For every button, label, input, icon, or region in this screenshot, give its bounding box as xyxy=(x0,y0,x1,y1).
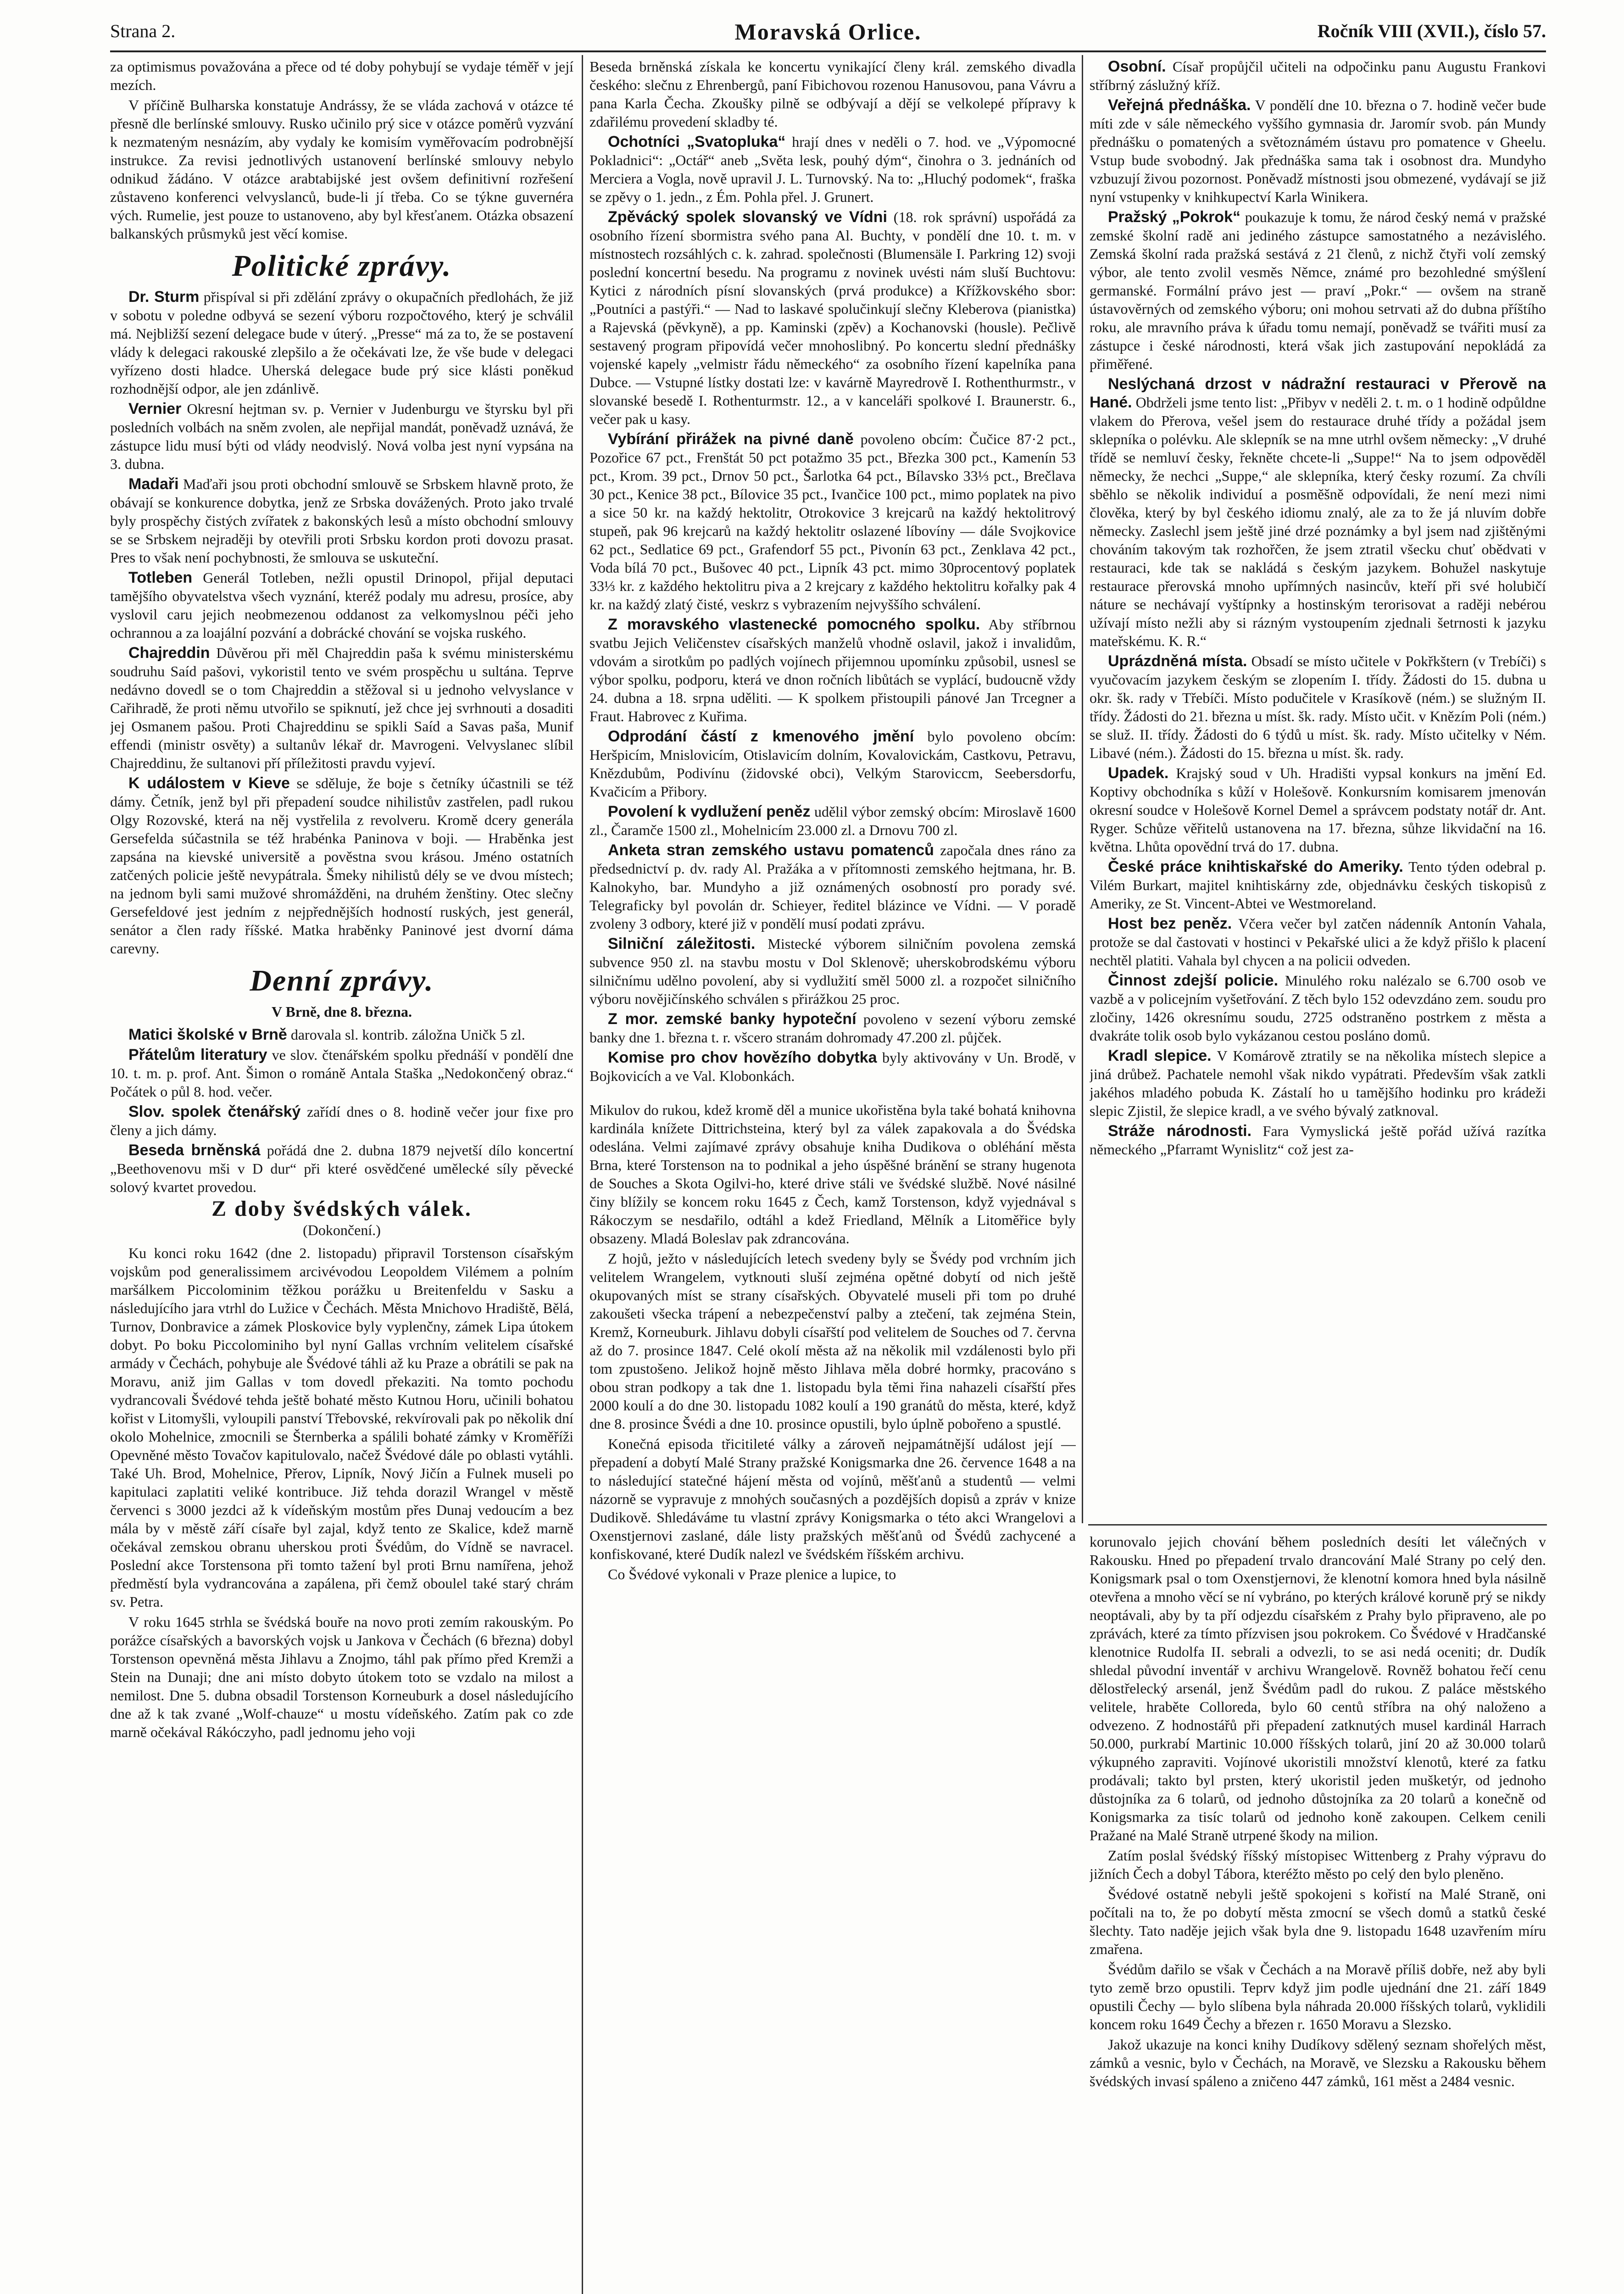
news-item xyxy=(1090,652,1546,762)
news-item-head: Povolení k vydlužení peněz xyxy=(608,803,811,820)
news-item xyxy=(1090,1122,1546,1158)
news-item xyxy=(110,644,573,772)
news-item xyxy=(590,935,1076,1008)
section-heading-politics: Politické zprávy. xyxy=(232,249,452,283)
news-item xyxy=(110,1102,573,1139)
news-item-text: byly aktivovány v Un. Brodě, v Bojkovicích a ve Val. Klobonkách. xyxy=(590,1049,1076,1084)
feuilleton-paragraph: Švédové ostatně nebyli ještě spokojeni s kořistí na Malé Straně, oni počítali na to, že po dobytí města zmocní se všech domů a statků české šlechty. Tato naděje jejich však byla dne 9. listopadu 1648 uzavřením míru zmařena. xyxy=(1090,1886,1546,1957)
news-item-text: udělil výbor zemský obcím: Miroslavě 1600 zl., Čaramče 1500 zl., Mohelnicím 23.000 zl. a Drnovu 700 zl. xyxy=(590,803,1076,838)
news-item-head: Vernier xyxy=(128,400,182,418)
news-item-text: pořádá dne 2. dubna 1879 nejvetší dílo koncertní „Beethovenovu mši v D dur“ při které osvědčené umělecké síly pěvecké solový kvartet provedou. xyxy=(110,1142,573,1195)
feuilleton-paragraph: V roku 1645 strhla se švédská bouře na novo proti zemím rakouským. Po porážce císařských a bavorských vojsk u Jankova v Čechách (6 března) dobyl Torstenson opevněná města Jihlavu a Znojmo, táhl pak přímo před Kremži a Stein na Dunaji; dne ani místo dobyto útokem toto se vzdalo na milost a nemilost. Dne 5. dubna obsadil Torstenson Korneuburk a dosel následujícího dne až k tak zvané „Wolf-chauze“ u mostu vídeňského. Zatím pak co zde marně očekával Rákóczyho, padl jednomu jeho voji xyxy=(110,1614,573,1740)
news-item-text: se sděluje, že boje s četníky účastnili se též dámy. Četník, jenž byl při přepadení soudce nihilistův zastřelen, padl rukou Olgy Rozovské, která na něj vystřelila z revolveru. Kromě dcery generála Gersefelda súčastnila se též hrabénka Paninova v boji. — Hraběnka jest zapsána na kievské universitě a pověstna svou krásou. Jméno ostatních zatčených policie ještě nevypátrala. Šmeky nihilistů dély se ve dvou místech; na jednom byli sami mužové shromážděni, na druhém ženštiny. Otec slečny Gersefeldové jest jedním z nejpřednějších hodností ruských, jest generál, senátor a člen rady říšské. Matka hraběnky Paninové jest dvorní dáma carevny. xyxy=(110,775,573,957)
news-item-head: Kradl slepice. xyxy=(1108,1047,1212,1064)
news-item-text: Mistecké výborem silničním povolena zemská subvence 950 zl. na stavbu mostu v Dol Sklenově; uherskobrodskému výboru silničnímu udělno povolení, aby si vydlužití směl 5000 zl. a rozpočet silničního výboru novějičínského schválen s přirážkou 25 proc. xyxy=(590,935,1076,1007)
news-item-head: Slov. spolek čtenářský xyxy=(128,1103,301,1120)
column-3 xyxy=(1090,57,1546,1521)
news-item-head: Uprázdněná místa. xyxy=(1108,652,1247,670)
news-item-head: Ochotníci „Svatopluka“ xyxy=(608,133,786,150)
news-item-head: Z moravského vlastenecké pomocného spolku. xyxy=(608,616,980,633)
news-item-head: Zpěvácký spolek slovanský ve Vídni xyxy=(608,208,887,226)
news-item xyxy=(590,430,1076,613)
news-item-head: Beseda brněnská xyxy=(128,1141,261,1159)
news-item-text: započala dnes ráno za předsednictví p. dv. rady Al. Pražáka a v přítomnosti zemského hejtmana, hr. B. Kalnokyho, bar. Mundyho a již oznámených osobností pro porady své. Telegraficky byl povolán dr. Schieyer, ředitel blázince ve Vídni. — V poradě zvoleny 3 odbory, které již v pondělí musí podati zprávu. xyxy=(590,842,1076,932)
section-rule xyxy=(1088,1524,1547,1526)
news-item-text: bylo povoleno obcím: Heršpicím, Mnislovicím, Otislavicím dolním, Kovalovickám, Castkovu, Petravu, Knězdubům, Podivínu (židovské obci), Velkým Staroviccm, Seebersdorfu, Kvačicím a Přibory. xyxy=(590,728,1076,800)
news-item xyxy=(110,568,573,642)
news-item-head: Přátelům literatury xyxy=(128,1046,267,1063)
column-1 xyxy=(110,57,573,2294)
news-item xyxy=(1090,857,1546,913)
news-item-head: Pražský „Pokrok“ xyxy=(1108,208,1240,226)
news-item-head: Odprodání částí z kmenového jmění xyxy=(608,728,914,745)
news-item-text: Aby stříbrnou svatbu Jejich Veličenstev císařských manželů vhodně oslavil, jakož i invalidům, vdovám a sirotkům po padlých vojínech přijemnou upomínku způsobil, usnesl se výbor spolku, podporu, která ve dnon ročních libůtách se vyplácí, budoucně vždy 24. dubna a 18. srpna uděliti. — K spolkem přistoupili pánové Jan Trcegner a Fraut. Habrovec z Kuřima. xyxy=(590,616,1076,724)
column-3-feuilleton xyxy=(1090,1532,1546,2294)
news-item xyxy=(110,1046,573,1101)
news-item xyxy=(590,841,1076,933)
feuilleton-paragraph: Jakož ukazuje na konci knihy Dudíkovy sdělený seznam shořelých měst, zámků a vesnic, bylo v Čechách, na Moravě, ve Slezsku a Rakousku během švédských invasí spáleno a zničeno 447 zámků, 161 měst a 2484 vesnic. xyxy=(1090,2036,1546,2089)
news-item-text: V pondělí dne 10. března o 7. hodině večer bude míti zde v sále německého vyššího gymnasia dr. Jaromír svob. pán Mundy přednášku o pomatených a světoznámém ústavu pro pomatence v Gheelu. Vstup bude svobodný. Jak přednáška sama tak i osobnost dra. Mundyho vzbuzují živou pozornost. Poněvadž místnosti jsou obmezené, vydávají se již nyní vstupenky v knihkupectví Karla Winikera. xyxy=(1090,97,1546,205)
news-item xyxy=(1090,764,1546,856)
news-item-text: Císař propůjčil učiteli na odpočinku panu Augustu Frankovi stříbrný záslužný kříž. xyxy=(1090,58,1546,93)
news-item-head: České práce knihtiskařské do Ameriky. xyxy=(1108,858,1403,875)
news-item-text: zařídí dnes o 8. hodině večer jour fixe pro členy a jich dámy. xyxy=(110,1103,573,1138)
news-item-text: Obsadí se místo učitele v Pokřkštern (v Trebíči) s vyučovacím jazykem českým se zlopením I. třídy. Žádosti do 15. dubna u okr. šk. rady v Třebíči. Místo podučitele v Krasíkově (ném.) se služným II. třídy. Žádosti do 21. března u míst. šk. rady. Místo učit. v Knězím Poli (ném.) se služ. II. třídy. Žádosti do 6 týdů u míst. šk. rady. Místo učitelky v Ném. Libavé (ném.). Žádosti do 15. března u míst. šk. rady. xyxy=(1090,653,1546,761)
news-item-head: Stráže národnosti. xyxy=(1108,1122,1252,1140)
news-item xyxy=(1090,96,1546,206)
news-item-head: Dr. Sturm xyxy=(128,288,200,306)
feuilleton-heading: Z doby švédských válek. xyxy=(211,1197,472,1221)
news-item xyxy=(1090,914,1546,969)
feuilleton-paragraph: Mikulov do rukou, kdež kromě děl a munice ukořistěna byla také bohatá knihovna kardinála knížete Dittrichsteina, který byl za válek zapakovala a do Švédska odeslána. Velmi zajímavé zprávy obsahuje kniha Dudikova o obléhání města Brna, které Torstenson na to podnikal a jeho úspěšné bránění se strany hugenota de Souches a Skota Ogilvi-ho, které drive stáli ve švédské službě. Nové násilné činy blížily se koncem roku 1645 z Čech, kamž Torstenson, když vyjednával s Rákoczym se nesdařilo, odtáhl a kdež Friedland, Mělník a Litoměřice byly obsazeny. Mladá Boleslav pak zdrancována. xyxy=(590,1102,1076,1247)
news-item-head: Upadek. xyxy=(1108,764,1169,782)
news-item-text: Generál Totleben, nežli opustil Drinopol, přijal deputaci tamějšího obyvatelstva všech vyznání, kteréž podaly mu adresu, prosíce, aby vyslovil caru jejich neobmezenou oddanost za velkomyslnou péči jeho ochrannou a za loajální pozvání a dobrácké chování se vojska ruského. xyxy=(110,569,573,641)
page-label: Strana 2. xyxy=(110,21,176,41)
feuilleton-paragraph: korunovalo jejich chování během posledních desíti let válečných v Rakousku. Hned po přepadení trvalo drancování Malé Strany po celý den. Konigsmark psal o tom Oxenstjernovi, že klenotní komora hned byla násilně otevřena a mnoho věcí se ní vybráno, po kterých králové koruně prý se nikdy neoptávali, aby by ta pří odjezdu císařském z Prahy bylo připraveno, ale po zprávách, které za tímto přízvisen jsou pokrokem. Co Švédové v Hradčanské klenotnice Rudolfa II. sebrali a odvezli, to se asi nedá oceniti; dr. Dudík shledal původní inventář v archivu Wrangelově. Rovněž bohatou řečí cenu dělostřelecký arsenál, jenž Švédům padl do rukou. Z paláce městského velitele, hraběte Colloreda, bylo 60 centů stříbra na ohý naloženo a odvezeno. Z hodnostářů při přepadení zatknutých musel kardinál Harrach 50.000, purkrabí Martinic 10.000 říšských tolarů, jiní 20 až 30.000 tolarů výkupného zapraviti. Vojínové ukoristili množství klenotů, které za fatku prodávali; takto byl prsten, který ukoristil jeden mušketýr, od jednoho důstojníka za 6 tolarů, od jednoho důstojníka za 20 tolarů a konečně od Konigsmarka za tisíc tolarů od jednoho koně zakoupen. Celkem cenili Pražané na Malé Straně utrpené škody na milion. xyxy=(1090,1533,1546,1843)
news-item-head: Silniční záležitosti. xyxy=(608,935,756,952)
news-item-head: Vybírání přirážek na pivné daně xyxy=(608,430,854,448)
news-item-head: Anketa stran zemského ustavu pomatenců xyxy=(608,841,934,859)
news-item-text: Fara Vymyslická ještě pořád užívá razítka německého „Pfarramt Wynislitz“ což jest za- xyxy=(1090,1123,1546,1158)
news-item xyxy=(590,802,1076,839)
issue-info: Ročník VIII (XVII.), číslo 57. xyxy=(1317,21,1546,41)
news-item-text: darovala sl. kontrib. záložna Uničk 5 zl. xyxy=(290,1026,525,1043)
news-item-text: (18. rok správní) uspořádá za osobního řízení sbormistra svého pana Al. Buchty, v pondělí dne 10. t. m. v místnostech rozsáhlých c. k. zahrad. společnosti (Blumensäle I. Parkring 12) svoji poslední koncertní besedu. Na programu z novinek uvésti nám sluší Buchtovu: Kytici z národních písní slovanských (prvá produkce) a Křížkovského sbor: „Poutníci a pastýři.“ — Nad to laskavé spolučinkují slečny Kleberova (pianistka) a Rajevská (pěvkyně), a pp. Kaminski (zpěv) a Kochanovski (housle). Pečlivě sestavený program připovídá večer mnohoslibný. Po koncertu slední přednášky vojenské kapely „velmistr řádu německého“ za osobního řízení kapelníka pana Dubce. — Vstupné lístky dostati lze: v kavárně Mayredrově I. Rothenthurmstr., v slovanské besedě I. Rothenturmstr. 12., a v kanceláři spolkové I. Braunerstr. 6., večer pak u kasy. xyxy=(590,209,1076,427)
news-item-head: Osobní. xyxy=(1108,58,1166,75)
newspaper-title: Moravská Orlice. xyxy=(734,19,922,45)
news-item-head: Matici školské v Brně xyxy=(128,1026,287,1043)
news-item-text: V Komárově ztratily se na několika místech slepice a jiná drůbež. Pachatele nemohl však nikdo vypátrati. Především však zatkli jakéhos mladého pobuda K. Zástalí ho u tamějšího hodinku pro krádeži slepic Zjistil, že slepice kradl, a ve svého bývalý zatknoval. xyxy=(1090,1047,1546,1119)
column-2 xyxy=(590,57,1076,2294)
news-item-head: Činnost zdejší policie. xyxy=(1108,972,1279,989)
news-item xyxy=(1090,208,1546,373)
news-item-text: povoleno obcím: Čučice 87·2 pct., Pozořice 67 pct., Frenštát 50 pct potažmo 35 pct., Březka 300 pct., Kamenín 53 pct., Krom. 39 pct., Drnov 50 pct., Šarlotka 64 pct., Bílavsko 33⅓ pct., Brečlava 30 pct., Kenice 38 pct., Bílovice 35 pct., Ivančice 100 pct., mimo poplatek na pivo a sice 50 kr. na každý hektolitr, Otrokovice 3 krejcarů na každý hektolitrový stupeň, pak 96 krejcarů na každý hektolitr oslazené líbovíny — dále Svojkovice 62 pct., Sedlatice 69 pct., Grafendorf 55 pct., Pivonín 63 pct., Zenklava 42 pct., Voda bílá 70 pct., Bušovec 40 pct., Lipník 43 pct. mimo 30procentový poplatek 33⅓ kr. z každého hektolitru piva a 2 krejcary z každého hektolitru kořalky pak 4 kr. na každý zlatý čisté, veskrz s vybrazením nejvyššího schválení. xyxy=(590,431,1076,612)
news-item-text: Minulého roku nalézalo se 6.700 osob ve vazbě a v policejním vyšetřování. Z těch bylo 152 odevzdáno zem. soudu pro zločiny, 1426 okresnímu soudu, 2725 odstraněno postrkem z města a dvakráte tolik osob bylo vykázanou cestou posláno domů. xyxy=(1090,972,1546,1044)
news-item xyxy=(1090,57,1546,94)
news-item xyxy=(1090,375,1546,650)
feuilleton-paragraph: Ku konci roku 1642 (dne 2. listopadu) připravil Torstenson císařským vojskům pod generalissimem arcivévodou Leopoldem Vilémem a polním maršálkem Piccolominim těžkou porážku u Breitenfeldu v Sasku a následujícího jara vtrhl do Lužice v Čechách. Města Mnichovo Hradiště, Bělá, Turnov, Donbravice a zámek Ploskovice byly vyplenčny, zámek Lipa útokem dobyt. Po boku Piccolominiho byl nyní Gallas vrchním velitelem císařské armády v Čechách, pohybuje ale Švédové táhli až ku Praze a obrátili se pak na Moravu, aniž jim Gallas v tom dovedl překaziti. Na tomto pochodu vydrancovali Švédové tehda ještě bohaté město Kutnou Horu, učinili bohatou kořist v Litomyšli, vyloupili panství Třebovské, rekvírovali pak po několik dní okolo Mohelnice, zmocnili se Šternberka a spálili bohaté zámky v Kroměříži Opevněné město Tovačov kapitulovalo, načež Švédové dále po oblasti vytáhli. Také Uh. Brod, Mohelnice, Přerov, Lipník, Nový Jičín a Fulnek museli po kapitulaci zaplatiti veliké kontribuce. Již tehda dorazil Wrangel v městě červenci s 3000 jezdci až k vídeňským mostům přes Dunaj vedoucím a bez mála by v městě září císaře byl zajal, když tento ze Skalice, kdež marně očekával zemskou obranu uherskou proti Švédům, do Vídně se navracel. Poslední akce Torstensona při tomto tažení byl proti Brnu namířena, jehož předměstí byla vydrancována a zapálena, při čemž oboulel také starý chrám sv. Petra. xyxy=(110,1245,573,1610)
section-heading-daily: Denní zprávy. xyxy=(250,964,434,997)
feuilleton-paragraph: Z hojů, ježto v následujících letech svedeny byly se Švédy pod vrchním jich velitelem Wrangelem, vytknouti sluší zejména opětné dobytí od nich ještě okupovaných míst se strany císařských. Obyvatelé museli při tom po druhé zakoušeti všecka trápení a nebezpečenství palby a ztečení, tak zejména Stein, Kremž, Korneuburk. Jihlavu dobyli císařští pod velitelem de Souches od 7. června až do 7. prosince 1847. Celé okolí města až na několik mil vzdálenosti bylo při tom zpustošeno. Jelikož hojně město Jihlava měla dobré hormky, pracováno s obou stran podkopy a tak dne 1. listopadu byla těmi řina nahazeli císařští přes 2000 koulí a do dne 30. listopadu 1082 koulí a 190 granátů do města, které, když dne 8. prosince Švédi a dne 10. prosince opustili, bylo úplně pobořeno a spustlé. xyxy=(590,1250,1076,1432)
feuilleton-paragraph: Zatím poslal švédský říšský místopisec Wittenberg z Prahy výpravu do jižních Čech a dobyl Tábora, kteréžto město po celý den bylo pleněno. xyxy=(1090,1847,1546,1882)
intro-paragraph: za optimismus považována a přece od té doby pohybují se vydaje téměř v její mezích. xyxy=(110,58,573,93)
feuilleton-paragraph: Co Švédové vykonali v Praze plenice a lupice, to xyxy=(608,1566,896,1582)
news-item-text: Krajský soud v Uh. Hradišti vypsal konkurs na jmění Ed. Koptivy obchodníka s kůží v Holešově. Konkursním komisarem jmenován okresní soudce v Holešově Kornel Demel a správcem podstaty notář dr. Ant. Ryger. Schůze věřitelů ustanovena na 17. března, sůhze likvidační na 16. května. Lhůta opovědní trvá do 17. dubna. xyxy=(1090,765,1546,855)
news-item-text: povoleno v sezení výboru zemské banky dne 1. března t. r. všcero stranám dohromady 47.200 zl. půjček. xyxy=(590,1011,1076,1046)
news-item-text: Včera večer byl zatčen nádenník Antonín Vahala, protože se dal častovati v hostinci v Pekařské ulici a že když přišlo k placení nechtěl platiti. Vahala byl chycen a na policii odveden. xyxy=(1090,915,1546,969)
news-item-text: Důvěrou při měl Chajreddin paša k svému ministerskému soudruhu Saíd pašovi, vykoristil tento ve svém prospěchu u sultána. Teprve nedávno dovedl se o tom Chajreddin a stěžoval si u jednoho velvyslance v Cařihradě, že proti němu utvořilo se spiknutí, jež chce jej svrhnouti a dosaditi jej Osmanem pašou. Proti Chajreddinu se spikli Saíd a Savas paša, Munif effendi (ministr osvěty) a sultanův lékař dr. Mavrogeni. Velvyslanec slíbil Chajreddinu, že sultanovi pří příležitosti pravdu vyjeví. xyxy=(110,645,573,771)
news-item xyxy=(590,727,1076,801)
news-item-head: Totleben xyxy=(128,569,193,586)
news-item xyxy=(590,615,1076,725)
news-item-text: Beseda brněnská získala ke koncertu vynikající členy král. zemského divadla českého: slečnu z Ehrenbergů, paní Fibichovou rozenou Hanusovou, pana Vávru a pana Karla Čecha. Zkoušky pilně se odbývají a dějí se velkolepé přípravy k zdařilému provedení skladby té. xyxy=(590,58,1076,130)
feuilleton-subheading: (Dokončení.) xyxy=(303,1222,381,1238)
news-item xyxy=(110,400,573,473)
news-item xyxy=(110,1025,573,1044)
news-item xyxy=(1090,971,1546,1045)
masthead xyxy=(110,17,1546,52)
news-item-text: Maďaři jsou proti obchodní smlouvě se Srbskem hlavně proto, že obávají se konkurence dobytka, jenž ze Srbska dovážených. Proto jako trvalé byly prospěchy čistých zvířatek z bakonských lesů a místo obchodní smlouvy se se Srbskem nejraději by otevřili proti Srbsku kordon proti dovozu prasat. Pres to však není pochybnosti, že smlouva se uskuteční. xyxy=(110,476,573,566)
news-item xyxy=(590,133,1076,206)
news-item-text: přispíval si při zdělání zprávy o okupačních předlohách, že již v sobotu v poledne odbyvá se sezení výboru rozpočtového, který je schválil má. Nejbližší sezení delegace bude v úterý. „Presse“ má za to, že se postavení vlády k delegaci rakouské zlepšilo a že očekávati lze, že vše bude v delegaci vyřízeno dosti hladce. Uherská delegace bude prý sice klásti poněkud rozhodnější odpor, ale jen zdánlivě. xyxy=(110,289,573,397)
news-item xyxy=(1090,1047,1546,1120)
news-item xyxy=(110,475,573,567)
news-item xyxy=(590,1010,1076,1047)
news-item-head: Neslýchaná drzost v nádražní restauraci v Přerově na Hané. xyxy=(1090,375,1546,411)
news-item xyxy=(110,774,573,958)
news-item-head: Komise pro chov hovězího dobytka xyxy=(608,1049,877,1066)
news-item xyxy=(590,1048,1076,1085)
news-item-head: Veřejná přednáška. xyxy=(1108,96,1251,114)
dateline: V Brně, dne 8. března. xyxy=(271,1003,412,1020)
feuilleton-paragraph: Švédům dařilo se však v Čechách a na Moravě příliš dobře, než aby byli tyto země brzo opustili. Teprv když jim podle ujednání dne 21. září 1849 opustili Čechy — bylo slíbena byla náhrada 20.000 říšských tolarů, vyklidili koncem roku 1649 Čechy a březen r. 1650 Moravu a Slezsko. xyxy=(1090,1961,1546,2032)
news-item xyxy=(110,288,573,398)
news-item xyxy=(110,1141,573,1196)
news-item-text: poukazuje k tomu, že národ český nemá v pražské zemské školní radě ani jediného zástupce samostatného a nezávislého. Zemská školní rada pražská sestává z 21 členů, z nichž čtyři volí zemský výbor, ale tento zvolil vesměs Němce, známé pro bezohledné smýšlení germanské. Formální právo jest — praví „Pokr.“ — ovšem na straně ústavověrných od zemského výboru; oni mohou setrvati až do dubna příštího roku, ale mravního práva k úřadu tomu nemají, poněvadž se tvářiti musí za zástupce i české národnosti, která však jich zastupování nepokládá za přiměřené. xyxy=(1090,209,1546,372)
news-item-text: Okresní hejtman sv. p. Vernier v Judenburgu ve štyrsku byl při posledních volbách na sněm zvolen, ale nepřijal mandát, poněvadž uznává, že zástupce lidu musí býti od vlády neodvislý. Nová volba jest nyní vypsána na 3. dubna. xyxy=(110,401,573,472)
news-item-text: Obdrželi jsme tento list: „Přibyv v neděli 2. t. m. o 1 hodině odpůldne vlakem do Přerova, vešel jsem do restaurace druhé třídy a požádal jsem sklepníka o polévku. Ale sklepník se na mne utrhl ovšem německy: „V druhé třídě se nemluví česky, řekněte chcete-li „Suppe!“ Na to jsem odpověděl německy, že nechci „Suppe,“ ale sklepníka, který česky rozumí. Za chvíli sběhlo se několik individuí a posměšně odpovídali, že není mezi nimi člověka, který by byl českého idiomu znalý, ale za to že já nluvím dobře německy. Zaslechl jsem ještě jiné drzé poznámky a byl jsem nad zjištěnými chováním takovým tak rozhořčen, že jsem ztratil všecku chuť obědvati v restauraci, kde tak se nakládá s českým jazykem. Bohužel naskytuje restaurace přerovská mnoho upřímných nasincův, kteří při své holubičí náture se nechávají vyštípnky a hostinským terorisovat a raději nebérou užívají místo nežli aby si rázným vystoupením zjednali šetrnosti k jazyku mateřskému. K. R.“ xyxy=(1090,394,1546,649)
news-item-head: Host bez peněz. xyxy=(1108,915,1232,932)
column-rule xyxy=(1082,55,1083,1523)
intro-paragraph: V příčině Bulharska konstatuje Andrássy, že se vláda zachová v otázce té přesně dle berlínské smlouvy. Rusko učinilo prý sice v otázce poměrů vyzvání k nezmateným nesnázím, aby vydaly ke komisím vyměřovacím podrobnější instrukce. Za revisi jednotlivých ustanovení berlínské smlouvy nebylo odnikud žádáno. V otázce arabtabijské jest ovšem definitivní rozřešení zůstaveno konferenci velvyslanců, bude-li jí třeba. Co se týkne guvernéra vých. Rumelie, jest pouze to ustanoveno, aby byl křesťanem. Otázka obsazení balkanských průsmyků jest věcí komise. xyxy=(110,97,573,242)
news-item-text: ve slov. čtenářském spolku přednáší v pondělí dne 10. t. m. p. prof. Ant. Šimon o románě Antala Staška „Nedokončený obraz.“ Počátek o půl 8. hod. večer. xyxy=(110,1047,573,1100)
news-item-head: K událostem v Kieve xyxy=(128,774,290,792)
feuilleton-paragraph: Konečná episoda třicitileté války a zároveň nejpamátnější událost její — přepadení a dobytí Malé Strany pražské Konigsmarka dne 26. července 1648 a na to následující statečné hájení města od vojínů, měšťanů a studentů — velmi názorně se vypravuje z mnohých současných a pozdějších dopisů a zpráv v knize Dudikově. Shledáváme tu vlastní zprávy Konigsmarka o této akci Wrangelovi a Oxenstjernovi zaslané, dále listy pražských měšťanů od Švédů zachycené a konfiskované, které Dudík nalezl ve švédském říšském archivu. xyxy=(590,1436,1076,1562)
news-item-head: Madaři xyxy=(128,475,179,493)
news-item xyxy=(590,208,1076,428)
news-item-head: Chajreddin xyxy=(128,644,210,662)
news-item-text: hrají dnes v neděli o 7. hod. ve „Výpomocné Pokladnici“: „Octář“ aneb „Světa lesk, pouhý dým“, činohra o 3. jednáních od Merciera a Vogla, nově upravil J. L. Turnovský. Na to: „Hluchý podomek“, fraška se zpěvy o 1. jedn., z Ém. Pohla přel. J. Grunert. xyxy=(590,134,1076,205)
news-item-text: Tento týden odebral p. Vilém Burkart, majitel knihtiskárny zde, objednávku českých tiskopisů z Ameriky, ze St. Vincent-Abtei ve Westmoreland. xyxy=(1090,858,1546,912)
news-item-head: Z mor. zemské banky hypoteční xyxy=(608,1010,856,1028)
column-rule xyxy=(582,55,583,2294)
